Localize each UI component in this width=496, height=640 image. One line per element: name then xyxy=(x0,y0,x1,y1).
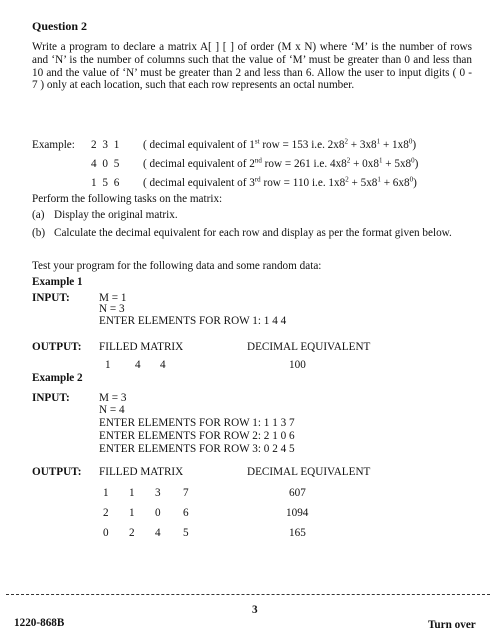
example-2-decimal-value: 1094 xyxy=(286,507,309,519)
example-1-matrix-cell: 4 xyxy=(160,359,166,371)
example-2-matrix-cell: 7 xyxy=(183,487,189,499)
example-2-matrix-cell: 1 xyxy=(129,507,135,519)
example-2-matrix-cell: 2 xyxy=(103,507,109,519)
example-1-input-line: ENTER ELEMENTS FOR ROW 1: 1 4 4 xyxy=(99,315,287,327)
example-1-title: Example 1 xyxy=(32,276,83,288)
example-row-1-explanation: ( decimal equivalent of 1st row = 153 i.e. $2x8^2 + 3x8^1 + 1x8^0$) xyxy=(143,137,417,151)
example-2-matrix-cell: 5 xyxy=(183,527,189,539)
example-1-filled-matrix-header: FILLED MATRIX xyxy=(99,341,184,353)
example-2-output-label: OUTPUT: xyxy=(32,466,82,478)
example-row-2-digits: 4 0 5 xyxy=(91,158,120,170)
question-title: Question 2 xyxy=(32,19,88,33)
example-2-decimal-value: 165 xyxy=(289,527,306,539)
test-line: Test your program for the following data and some random data: xyxy=(32,260,322,272)
example-2-input-line: ENTER ELEMENTS FOR ROW 2: 2 1 0 6 xyxy=(99,430,295,442)
example-2-filled-matrix-header: FILLED MATRIX xyxy=(99,466,184,478)
task-b-label: (b) xyxy=(32,227,46,239)
example-row-3-digits: 1 5 6 xyxy=(91,177,120,189)
example-2-input-line: N = 4 xyxy=(99,404,125,416)
task-a-text: Display the original matrix. xyxy=(54,209,178,221)
example-2-decimal-value: 607 xyxy=(289,487,306,499)
example-1-matrix-cell: 4 xyxy=(135,359,141,371)
example-2-matrix-cell: 1 xyxy=(129,487,135,499)
example-row-2-explanation: ( decimal equivalent of 2nd row = 261 i.e. $4x8^2 + 0x8^1 + 5x8^0$) xyxy=(143,156,419,170)
example-1-input-line: N = 3 xyxy=(99,303,125,315)
example-2-matrix-cell: 0 xyxy=(155,507,161,519)
example-2-decimal-header: DECIMAL EQUIVALENT xyxy=(247,466,371,478)
task-a-label: (a) xyxy=(32,209,45,221)
example-1-output-label: OUTPUT: xyxy=(32,341,82,353)
page-number: 3 xyxy=(252,604,258,616)
example-row-3-explanation: ( decimal equivalent of 3rd row = 110 i.e. $1x8^2 + 5x8^1 + 6x8^0$) xyxy=(143,175,417,189)
example-1-decimal-header: DECIMAL EQUIVALENT xyxy=(247,341,371,353)
example-label: Example: xyxy=(32,139,75,151)
example-1-matrix-cell: 1 xyxy=(105,359,111,371)
example-2-matrix-cell: 1 xyxy=(103,487,109,499)
example-row-1-digits: 2 3 1 xyxy=(91,139,120,151)
example-1-input-label: INPUT: xyxy=(32,292,70,304)
example-2-input-line: M = 3 xyxy=(99,392,127,404)
perform-tasks-line: Perform the following tasks on the matrix: xyxy=(32,193,223,205)
example-2-matrix-cell: 0 xyxy=(103,527,109,539)
example-2-input-label: INPUT: xyxy=(32,392,70,404)
intro-paragraph: Write a program to declare a matrix A[ ] [ ] of order (M x N) where ‘M’ is the number of rows and ‘N’ is the number of columns such that the value of ‘M’ must be greater than 0 and less than 10 and the value of ‘N’ must be greater than 2 and less than 6. Allow the user to input digits ( 0 - 7 ) only at each location, such that each row represents an octal number. xyxy=(32,41,472,92)
turn-over-label: Turn over xyxy=(428,619,476,631)
example-1-input-line: M = 1 xyxy=(99,292,127,304)
paper-code: 1220-868B xyxy=(14,617,65,629)
example-1-decimal-value: 100 xyxy=(289,359,306,371)
example-2-matrix-cell: 3 xyxy=(155,487,161,499)
footer-divider xyxy=(6,594,490,595)
task-b-text: Calculate the decimal equivalent for each row and display as per the format given below. xyxy=(54,227,452,239)
example-2-matrix-cell: 6 xyxy=(183,507,189,519)
example-2-matrix-cell: 4 xyxy=(155,527,161,539)
example-2-input-line: ENTER ELEMENTS FOR ROW 1: 1 1 3 7 xyxy=(99,417,295,429)
example-2-title: Example 2 xyxy=(32,372,83,384)
example-2-matrix-cell: 2 xyxy=(129,527,135,539)
example-2-input-line: ENTER ELEMENTS FOR ROW 3: 0 2 4 5 xyxy=(99,443,295,455)
